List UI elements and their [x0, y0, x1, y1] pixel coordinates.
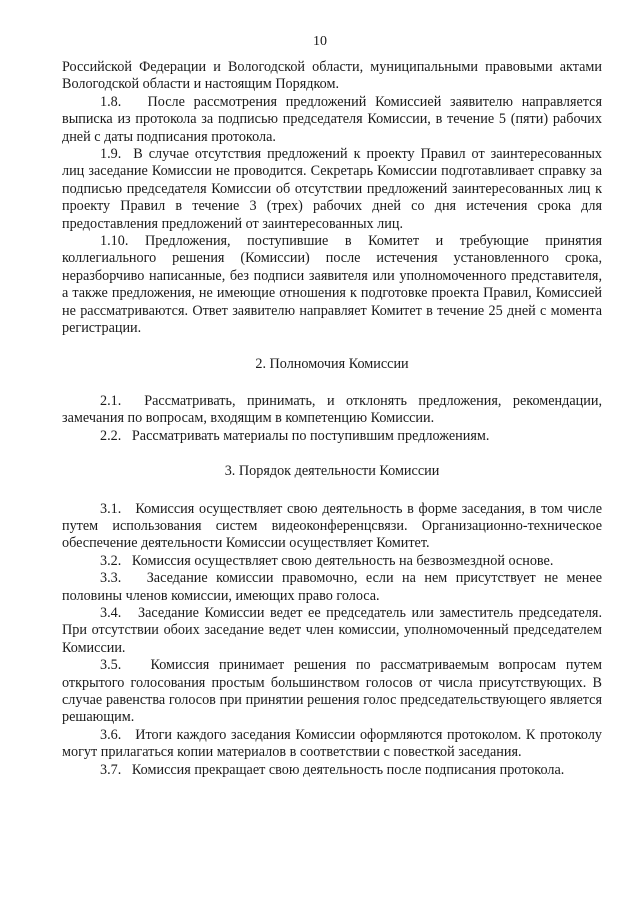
paragraph-1-9: 1.9. В случае отсутствия предложений к проекту Правил от заинтересованных лиц заседание Комиссии не проводится. Секретарь Комиссии подготавливает справку за подписью председателя Комиссии об отсутствии предложений заинтересованных лиц к проекту Правил в течение 3 (трех) рабочих дней со дня истечения срока для предоставления предложений от заинтересованных лиц.: [62, 146, 602, 232]
paragraph-3-4: 3.4. Заседание Комиссии ведет ее председатель или заместитель председателя. При отсутствии обоих заседание ведет член комиссии, уполномоченный председателем Комиссии.: [62, 604, 602, 656]
paragraph-1-8: 1.8. После рассмотрения предложений Комиссией заявителю направляется выписка из протокола за подписью председателя Комиссии, в течение 5 (пяти) рабочих дней с даты подписания протокола.: [62, 93, 602, 145]
paragraph-3-6: 3.6. Итоги каждого заседания Комиссии оформляются протоколом. К протоколу могут прилагаться копии материалов в соответствии с повесткой заседания.: [62, 726, 602, 761]
paragraph-2-2: 2.2. Рассматривать материалы по поступившим предложениям.: [100, 427, 490, 444]
section-heading-2: 2. Полномочия Комиссии: [255, 355, 409, 372]
section-heading-3: 3. Порядок деятельности Комиссии: [224, 463, 440, 480]
paragraph-3-7: 3.7. Комиссия прекращает свою деятельность после подписания протокола.: [100, 761, 565, 778]
paragraph-2-1: 2.1. Рассматривать, принимать, и отклонять предложения, рекомендации, замечания по вопросам, входящим в компетенцию Комиссии.: [62, 392, 602, 427]
page-number: 10: [313, 34, 327, 49]
paragraph-3-3: 3.3. Заседание комиссии правомочно, если на нем присутствует не менее половины членов комиссии, имеющих право голоса.: [62, 570, 602, 604]
paragraph-1-10: 1.10. Предложения, поступившие в Комитет и требующие принятия коллегиального решения (Комиссии) после истечения установленного срока, неразборчиво написанные, без подписи заявителя или уполномоченного представителя, а также предложения, не имеющие отношения к подготовке проекта Правил, Комиссией не рассматриваются. Ответ заявителю направляет Комитет в течение 25 дней с момента регистрации.: [62, 233, 602, 337]
paragraph-3-1: 3.1. Комиссия осуществляет свою деятельность в форме заседания, в том числе путем использования систем видеоконференцсвязи. Организационно-техническое обеспечение деятельности Комиссии осуществляет Комитет.: [62, 500, 602, 552]
paragraph-continuation: Российской Федерации и Вологодской области, муниципальными правовыми актами Вологодской области и настоящим Порядком.: [62, 59, 602, 93]
paragraph-3-2: 3.2. Комиссия осуществляет свою деятельность на безвозмездной основе.: [100, 552, 554, 569]
document-body: [62, 59, 602, 779]
paragraph-3-5: 3.5. Комиссия принимает решения по рассматриваемым вопросам путем открытого голосования простым большинством голосов от числа присутствующих. В случае равенства голосов при принятии решения голос председательствующего является решающим.: [62, 657, 602, 726]
